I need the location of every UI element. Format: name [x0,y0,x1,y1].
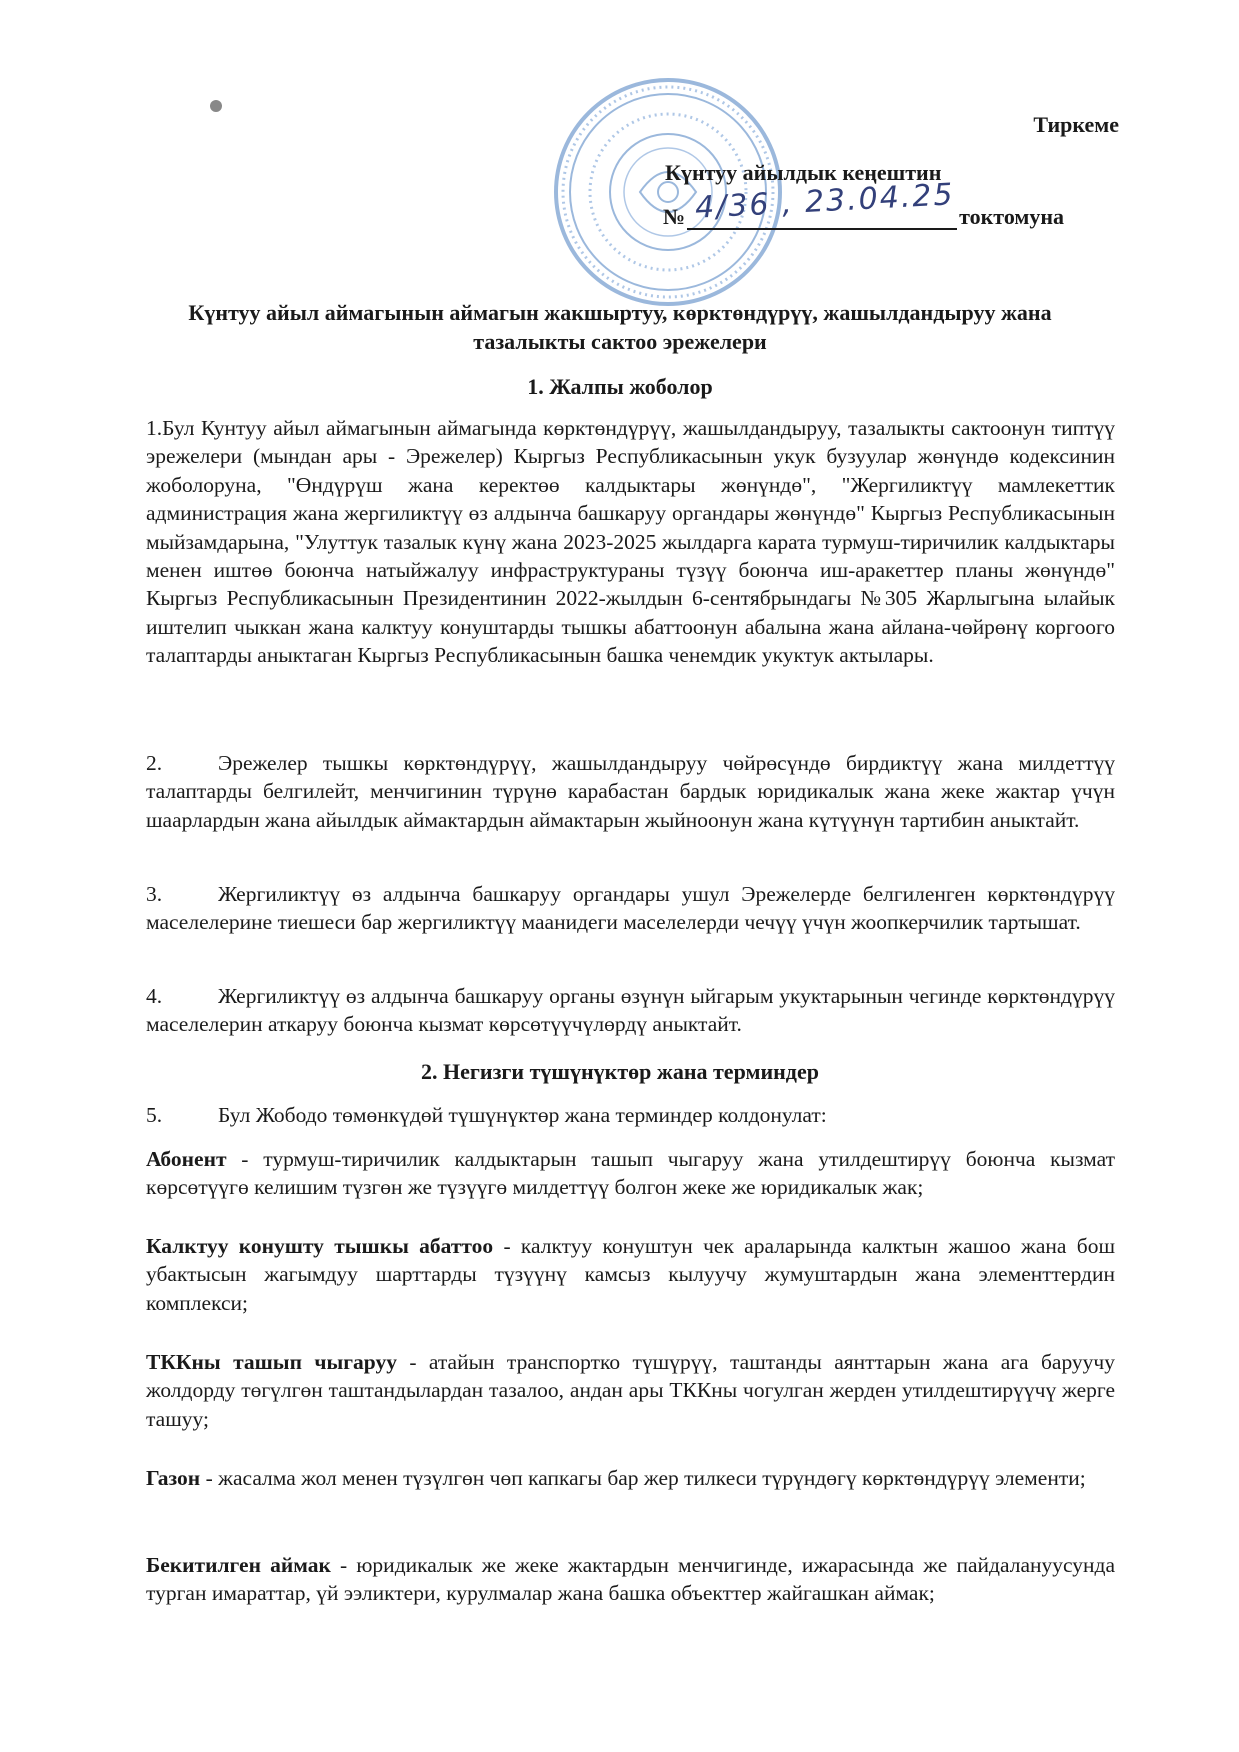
definition: - атайын транспортко түшүрүү, таштанды аянттарын жана ага баруучу жолдорду төгүлгөн таштандылардан тазалоо, андан ары ТККны чогулган жерден утилдештирүүчү жерге ташуу; [146,1350,1115,1431]
number-sign: № [663,204,686,229]
section-2-heading: 2. Негизги түшүнүктөр жана терминдер [421,1059,819,1084]
definition: - жасалма жол менен түзүлгөн чөп капкагы бар жер тилкеси түрүндөгү көрктөндүрүү элементи; [200,1466,1086,1490]
definition: - турмуш-тиричилик калдыктарын ташып чыгаруу жана утилдештирүү боюнча кызмат көрсөтүүгө келишим түзгөн же түзүүгө милдеттүү болгон жеке же юридикалык жак; [146,1147,1115,1200]
term: Абонент [146,1147,227,1171]
section-1-heading: 1. Жалпы жоболор [527,374,713,399]
definition-item [146,1551,1115,1608]
paragraph-number: 3. [146,882,163,906]
definition: - калктуу конуштун чек араларында калктын жашоо жана бош убактысын жагымдуу шарттарды түзүүнү камсыз кылуучу жумуштардын жана элементтердин комплекси; [146,1234,1115,1315]
term: Газон [146,1466,201,1490]
paragraph-number: 5. [146,1103,163,1127]
term: Калктуу конушту тышкы абаттоо [146,1234,494,1258]
definition-item [146,1464,1115,1492]
paragraph-5 [146,1101,1115,1129]
council-name: Күнтуу айылдык кеңештин [665,160,942,185]
term: Бекитилген аймак [146,1553,331,1577]
definition-item [146,1232,1115,1317]
paragraph-2 [146,749,1115,834]
paragraph-number: 2. [146,751,163,775]
decree-number-line [687,177,957,230]
annex-label: Тиркеме [1033,112,1119,137]
paragraph-4 [146,982,1115,1039]
paragraph-text: Жергиликтүү өз алдынча башкаруу органдары ушул Эрежелерде белгиленген көрктөндүрүү маселелерине тиешеси бар жергиликтүү маанидеги маселелерди чечүү үчүн жоопкерчилик тартышат. [146,882,1115,935]
handwritten-decree-number: 4/36 , 23.04.25 [694,177,956,226]
document-title: Күнтуу айыл аймагынын аймагын жакшыртуу, көрктөндүрүү, жашылдандыруу жана тазалыкты сактоо эрежелери [188,300,1052,354]
decree-suffix: токтомуна [959,204,1065,229]
term: ТККны ташып чыгаруу [146,1350,397,1374]
definition: - юридикалык же жеке жактардын менчигинде, ижарасында же пайдалануусунда турган имараттар, үй ээликтери, курулмалар жана башка объекттер жайгашкан аймак; [146,1553,1115,1606]
paragraph-text: Жергиликтүү өз алдынча башкаруу органы өзүнүн ыйгарым укуктарынын чегинде көрктөндүрүү маселелерин аткаруу боюнча кызмат көрсөтүүчүлөрдү аныктайт. [146,984,1115,1037]
definition-item [146,1145,1115,1202]
paragraph-text: Бул Жободо төмөнкүдөй түшүнүктөр жана терминдер колдонулат: [218,1103,827,1127]
decree-reference [663,177,1065,230]
paragraph-text: Эрежелер тышкы көрктөндүрүү, жашылдандыруу чөйрөсүндө бирдиктүү жана милдеттүү талаптарды белгилейт, менчигинин түрүнө карабастан бардык юридикалык жана жеке жактар үчүн шаарлардын жана айылдык аймактардын аймактарын жыйноонун жана күтүүнүн тартибин аныктайт. [146,751,1115,832]
paragraph-3 [146,880,1115,937]
scan-speck [210,100,222,112]
paragraph-1: 1.Бул Кунтуу айыл аймагынын аймагында көрктөндүрүү, жашылдандыруу, тазалыкты сактоонун типтүү эрежелери (мындан ары - Эрежелер) Кыргыз Республикасынын укук бузуулар жөнүндө кодексинин жоболоруна, "Өндүрүш жана керектөө калдыктары жөнүндө", "Жергиликтүү мамлекеттик администрация жана жергиликтүү өз алдынча башкаруу органдары жөнүндө" Кыргыз Республикасынын мыйзамдарына, "Улуттук тазалык күнү жана 2023-2025 жылдарга карата турмуш-тиричилик калдыктары менен иштөө боюнча натыйжалуу инфраструктураны түзүү боюнча иш-аракеттер планы жөнүндө" Кыргыз Республикасынын Президентинин 2022-жылдын 6-сентябрындагы №305 Жарлыгына ылайык иштелип чыккан жана калктуу конуштарды тышкы абаттоонун абалына жана айлана-чөйрөнү коргоого талаптарды аныктаган Кыргыз Республикасынын башка ченемдик укуктук актылары. [146,416,1115,668]
definition-item [146,1348,1115,1433]
paragraph-number: 4. [146,984,163,1008]
